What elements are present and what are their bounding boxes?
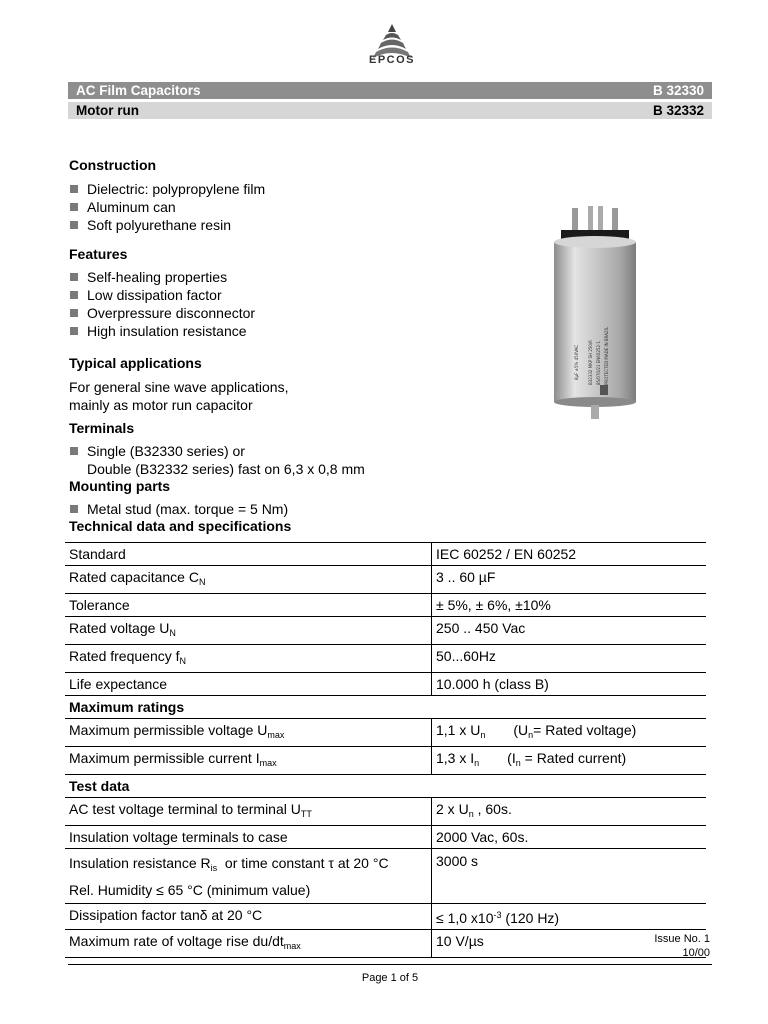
part-number-1: B 32330 — [652, 83, 704, 98]
list-item: Metal stud (max. torque = 5 Nm) — [69, 500, 288, 518]
features-heading: Features — [69, 246, 128, 262]
cell-text: Insulation resistance R — [69, 855, 211, 871]
cell-text: 1,3 x I — [436, 750, 475, 766]
tech-heading: Technical data and specifications — [69, 518, 292, 534]
document-subtitle: Motor run — [76, 103, 139, 118]
table-row — [65, 543, 706, 566]
cell-text: , 60s. — [473, 801, 512, 817]
cell-subscript: N — [179, 656, 187, 666]
terminals-list — [69, 442, 365, 478]
table-section-row — [65, 696, 706, 719]
table-row — [65, 594, 706, 617]
table-cell: Life expectance — [65, 673, 432, 696]
cell-text: or time constant τ at 20 °C — [217, 855, 389, 871]
svg-text:B32332 MKP SH 250/6: B32332 MKP SH 250/6 — [588, 340, 593, 385]
issue-info — [654, 932, 710, 960]
cell-text: = Rated current) — [520, 750, 627, 766]
cell-text: Maximum permissible current I — [69, 750, 260, 766]
table-row — [65, 719, 706, 747]
cell-text: Rated voltage U — [69, 620, 170, 636]
table-cell: Insulation voltage terminals to case — [65, 826, 432, 849]
table-cell — [65, 930, 432, 958]
features-list — [69, 268, 255, 340]
part-number-2: B 32332 — [652, 103, 704, 118]
cell-text: Rated frequency f — [69, 648, 180, 664]
table-cell: Standard — [65, 543, 432, 566]
cell-text: 1,1 x U — [436, 722, 481, 738]
table-cell: 3000 s — [432, 849, 707, 904]
section-heading: Maximum ratings — [65, 696, 706, 719]
cell-text: Maximum rate of voltage rise du/dt — [69, 933, 284, 949]
table-cell: 250 .. 450 Vac — [432, 617, 707, 645]
cell-subscript: n — [528, 730, 534, 740]
list-item — [69, 442, 365, 478]
page-number: Page 1 of 5 — [361, 972, 419, 984]
capacitor-image — [548, 200, 648, 425]
logo-text: EPCOS — [368, 54, 415, 66]
table-cell: IEC 60252 / EN 60252 — [432, 543, 707, 566]
table-cell: Tolerance — [65, 594, 432, 617]
construction-heading: Construction — [69, 157, 157, 173]
table-cell: 50...60Hz — [432, 645, 707, 673]
cell-text: 2 x U — [436, 801, 469, 817]
cell-text: (120 Hz) — [501, 910, 560, 926]
cell-subscript: N — [198, 577, 206, 587]
cell-subscript: N — [169, 628, 176, 638]
table-section-row — [65, 775, 706, 798]
list-item: Aluminum can — [69, 198, 265, 216]
cell-subscript: n — [474, 758, 480, 768]
table-cell — [65, 719, 432, 747]
terminals-heading: Terminals — [69, 420, 135, 436]
table-cell — [432, 747, 707, 775]
applications-line: mainly as motor run capacitor — [69, 397, 253, 413]
cell-subscript: is — [210, 863, 218, 873]
mounting-heading: Mounting parts — [69, 478, 171, 494]
terminals-line: Double (B32332 series) fast on 6,3 x 0,8 mm — [87, 461, 365, 477]
table-cell: Dissipation factor tanδ at 20 °C — [65, 904, 432, 930]
table-cell — [65, 645, 432, 673]
applications-text — [69, 378, 288, 414]
table-cell: 3 .. 60 µF — [432, 566, 707, 594]
table-row — [65, 673, 706, 696]
cell-line — [69, 852, 427, 879]
list-item: Overpressure disconnector — [69, 304, 255, 322]
table-row — [65, 617, 706, 645]
list-item: Dielectric: polypropylene film — [69, 180, 265, 198]
mounting-list — [69, 500, 288, 518]
terminals-line: Single (B32330 series) or — [87, 443, 245, 459]
svg-text:85/070/21 EN60252-1: 85/070/21 EN60252-1 — [596, 340, 601, 385]
footer-divider — [68, 964, 712, 965]
table-row — [65, 747, 706, 775]
title-bar — [68, 82, 712, 99]
cell-subscript: max — [259, 758, 277, 768]
cell-subscript: n — [468, 809, 474, 819]
table-cell: 2000 Vac, 60s. — [432, 826, 707, 849]
table-cell — [65, 747, 432, 775]
table-cell — [65, 617, 432, 645]
list-item: Low dissipation factor — [69, 286, 255, 304]
cell-text: AC test voltage terminal to terminal U — [69, 801, 301, 817]
table-cell — [65, 798, 432, 826]
section-heading: Test data — [65, 775, 706, 798]
svg-text:PROTECTED MADE IN BRAZIL: PROTECTED MADE IN BRAZIL — [604, 326, 609, 385]
cell-subscript: n — [480, 730, 486, 740]
document-title: AC Film Capacitors — [76, 83, 201, 98]
table-cell — [432, 904, 707, 930]
list-item: Self-healing properties — [69, 268, 255, 286]
table-cell: 10 V/µs — [432, 930, 707, 958]
cell-subscript: n — [515, 758, 521, 768]
cell-text: = Rated voltage) — [533, 722, 637, 738]
cell-subscript: max — [283, 941, 301, 951]
table-cell — [65, 849, 432, 904]
cell-text: Rated capacitance C — [69, 569, 199, 585]
construction-list — [69, 180, 265, 234]
table-row — [65, 826, 706, 849]
table-cell — [432, 719, 707, 747]
list-item: High insulation resistance — [69, 322, 255, 340]
table-row — [65, 904, 706, 930]
issue-date: 10/00 — [682, 947, 710, 959]
cell-text: ≤ 1,0 x10 — [436, 910, 494, 926]
cell-text: (I — [507, 750, 516, 766]
applications-line: For general sine wave applications, — [69, 379, 289, 395]
table-row — [65, 849, 706, 904]
table-row — [65, 645, 706, 673]
table-cell — [432, 798, 707, 826]
cell-text: (U — [513, 722, 529, 738]
table-row — [65, 566, 706, 594]
table-row — [65, 930, 706, 958]
cell-superscript: -3 — [493, 910, 502, 920]
cell-subscript: TT — [300, 809, 312, 819]
table-cell — [65, 566, 432, 594]
spec-table — [65, 542, 706, 958]
table-row — [65, 798, 706, 826]
subtitle-bar — [68, 102, 712, 119]
table-cell: ± 5%, ± 6%, ±10% — [432, 594, 707, 617]
svg-text:8µF ±5% 450VAC: 8µF ±5% 450VAC — [574, 344, 579, 380]
cell-text: Maximum permissible voltage U — [69, 722, 268, 738]
cell-subscript: max — [267, 730, 285, 740]
cell-line: Rel. Humidity ≤ 65 °C (minimum value) — [69, 882, 311, 898]
issue-number: Issue No. 1 — [654, 933, 710, 945]
table-cell: 10.000 h (class B) — [432, 673, 707, 696]
applications-heading: Typical applications — [69, 355, 202, 371]
list-item: Soft polyurethane resin — [69, 216, 265, 234]
